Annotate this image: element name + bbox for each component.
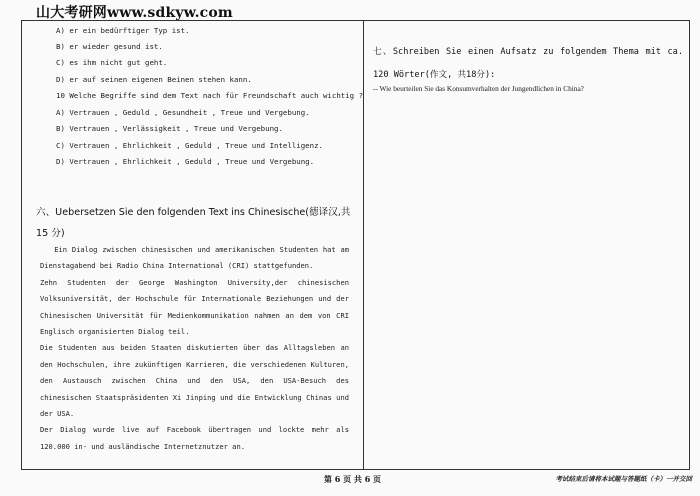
section-6-points: 15 分) [36,228,65,239]
q9-option-b: B) er wieder gesund ist. [56,42,163,51]
footer-instruction: 考试结束后请将本试题与答题纸（卡）一并交回 [555,475,692,483]
q10-option-c: C) Vertrauen , Ehrlichkeit , Geduld , Treue und Intelligenz. [56,141,323,150]
passage-paragraph: Der Dialog wurde live auf Facebook übertragen und lockte mehr als 120.000 in- und ausländische Internetznutzer an. [40,425,349,451]
passage-paragraph: Ein Dialog zwischen chinesischen und amerikanischen Studenten hat am Dienstagabend bei Radio China International (CRI) stattgefunden. [40,245,349,271]
q9-option-c: C) es ihm nicht gut geht. [56,58,168,67]
column-divider [363,20,364,470]
page-number: 第 6 页 共 6 页 [324,474,382,484]
section-7-heading: 七、Schreiben Sie einen Aufsatz zu folgendem Thema mit ca. 120 Wörter(作文, 共18分): [373,47,683,80]
passage-paragraph: Zehn Studenten der George Washington University,der chinesischen Volksuniversität, der Hochschule für Internationale Beziehungen und der Chinesischen Universität für Medienkommunikation nahmen an dem von CRI Englisch organisierten Dialog teil. [40,277,349,337]
q10-option-a: A) Vertrauen , Geduld , Gesundheit , Treue und Vergebung. [56,108,310,117]
q9-option-a: A) er ein bedürftiger Typ ist. [56,26,190,35]
q10-option-d: D) Vertrauen , Ehrlichkeit , Geduld , Treue und Vergebung. [56,157,315,166]
q9-option-d: D) er auf seinen eigenen Beinen stehen kann. [56,75,252,84]
translation-passage [40,242,349,455]
passage-paragraph: Die Studenten aus beiden Staaten diskutierten über das Alltagsleben an den Hochschulen, ihre zukünftigen Karrieren, die verschiedenen Kulturen, den Austausch zwischen China und den USA, den USA-Besuch des chinesischen Staatspräsidenten Xi Jinping und die Entwicklung Chinas und der USA. [40,343,349,419]
q10-option-b: B) Vertrauen , Verlässigkeit , Treue und Vergebung. [56,124,283,133]
q10-question: 10 Welche Begriffe sind dem Text nach für Freundschaft auch wichtig ? [56,91,364,100]
section-6-heading: 六、Uebersetzen Sie den folgenden Text ins Chinesische(德译汉,共 [36,207,351,218]
site-watermark: 山大考研网www.sdkyw.com [36,5,233,21]
essay-prompt: -- Wie beurteilen Sie das Konsumverhalten der Jungendlichen in China? [373,84,584,93]
